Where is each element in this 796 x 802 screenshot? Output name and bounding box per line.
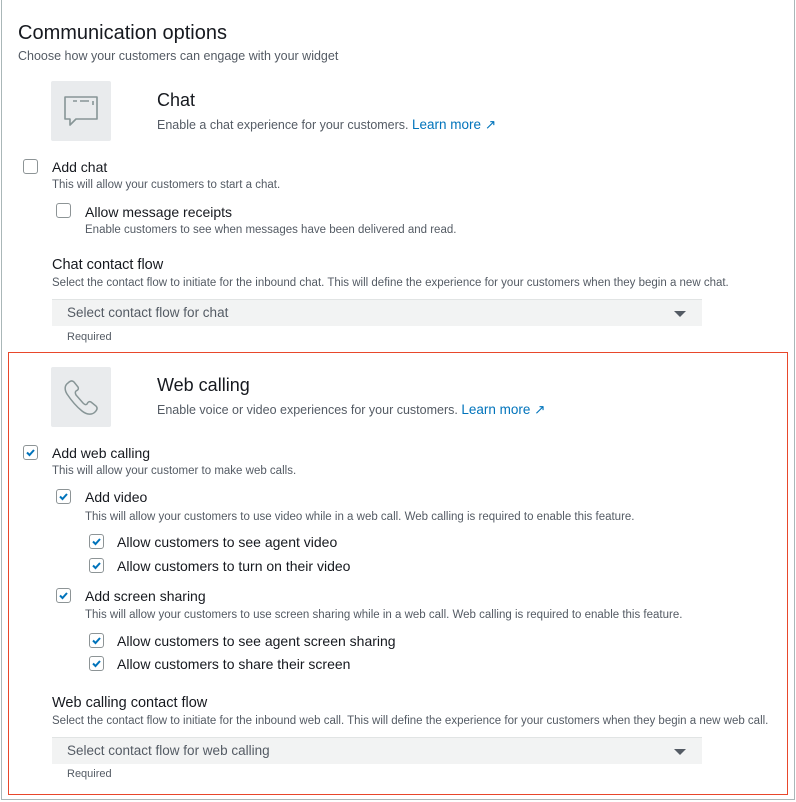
web-calling-description (157, 402, 545, 418)
caret-down-icon (674, 311, 686, 317)
screen-sharing-hint: This will allow your customers to use screen sharing while in a web call. Web calling is required to enable this feature. (85, 609, 683, 621)
chat-description (157, 117, 496, 133)
message-receipts-checkbox[interactable] (56, 203, 71, 218)
add-web-calling-label: Add web calling (52, 445, 151, 461)
add-chat-hint: This will allow your customers to start a chat. (52, 179, 281, 191)
agent-video-label: Allow customers to see agent video (117, 534, 338, 550)
add-video-label: Add video (85, 489, 148, 505)
message-receipts-label: Allow message receipts (85, 204, 233, 220)
web-calling-flow-hint: Select the contact flow to initiate for the inbound web call. This will define the experience for your customers when they begin a new web call. (52, 715, 769, 727)
add-chat-label: Add chat (52, 159, 108, 175)
agent-screen-label: Allow customers to see agent screen sharing (117, 633, 396, 649)
chat-description-text: Enable a chat experience for your customers. (157, 118, 409, 132)
add-chat-checkbox[interactable] (23, 159, 38, 174)
external-link-icon: ↗ (484, 117, 497, 132)
chat-flow-hint: Select the contact flow to initiate for the inbound chat. This will define the experience for your customers when they begin a new chat. (52, 277, 729, 289)
learn-more-label: Learn more (412, 117, 482, 132)
web-calling-flow-required: Required (67, 768, 112, 780)
agent-screen-checkbox[interactable] (89, 633, 104, 648)
web-calling-learn-more-link[interactable] (461, 402, 545, 417)
web-calling-flow-placeholder: Select contact flow for web calling (67, 743, 270, 758)
add-video-checkbox[interactable] (56, 489, 71, 504)
checkmark-icon (91, 560, 102, 571)
web-calling-title: Web calling (157, 375, 250, 395)
chat-flow-select[interactable] (52, 299, 702, 326)
checkmark-icon (91, 635, 102, 646)
chat-flow-placeholder: Select contact flow for chat (67, 305, 229, 320)
chat-bubble-icon (51, 81, 111, 141)
web-calling-description-text: Enable voice or video experiences for your customers. (157, 403, 458, 417)
checkmark-icon (91, 536, 102, 547)
chat-title: Chat (157, 90, 196, 110)
section-subtitle: Choose how your customers can engage with your widget (18, 49, 339, 63)
phone-icon (51, 367, 111, 427)
learn-more-label: Learn more (461, 402, 531, 417)
add-web-calling-checkbox[interactable] (23, 445, 38, 460)
chat-flow-label: Chat contact flow (52, 257, 164, 273)
add-web-calling-hint: This will allow your customer to make web calls. (52, 465, 297, 477)
chat-learn-more-link[interactable] (412, 117, 496, 132)
customer-video-checkbox[interactable] (89, 558, 104, 573)
caret-down-icon (674, 749, 686, 755)
add-video-hint: This will allow your customers to use video while in a web call. Web calling is required to enable this feature. (85, 511, 635, 523)
message-receipts-hint: Enable customers to see when messages have been delivered and read. (85, 224, 457, 236)
share-screen-checkbox[interactable] (89, 656, 104, 671)
screen-sharing-checkbox[interactable] (56, 588, 71, 603)
checkmark-icon (91, 658, 102, 669)
section-title: Communication options (18, 22, 227, 44)
web-calling-flow-select[interactable] (52, 737, 702, 764)
external-link-icon: ↗ (534, 402, 546, 417)
share-screen-label: Allow customers to share their screen (117, 656, 351, 672)
checkmark-icon (58, 491, 69, 502)
customer-video-label: Allow customers to turn on their video (117, 558, 351, 574)
chat-flow-required: Required (67, 331, 112, 343)
checkmark-icon (25, 447, 36, 458)
screen-sharing-label: Add screen sharing (85, 588, 206, 604)
checkmark-icon (58, 590, 69, 601)
agent-video-checkbox[interactable] (89, 534, 104, 549)
web-calling-flow-label: Web calling contact flow (52, 695, 208, 711)
